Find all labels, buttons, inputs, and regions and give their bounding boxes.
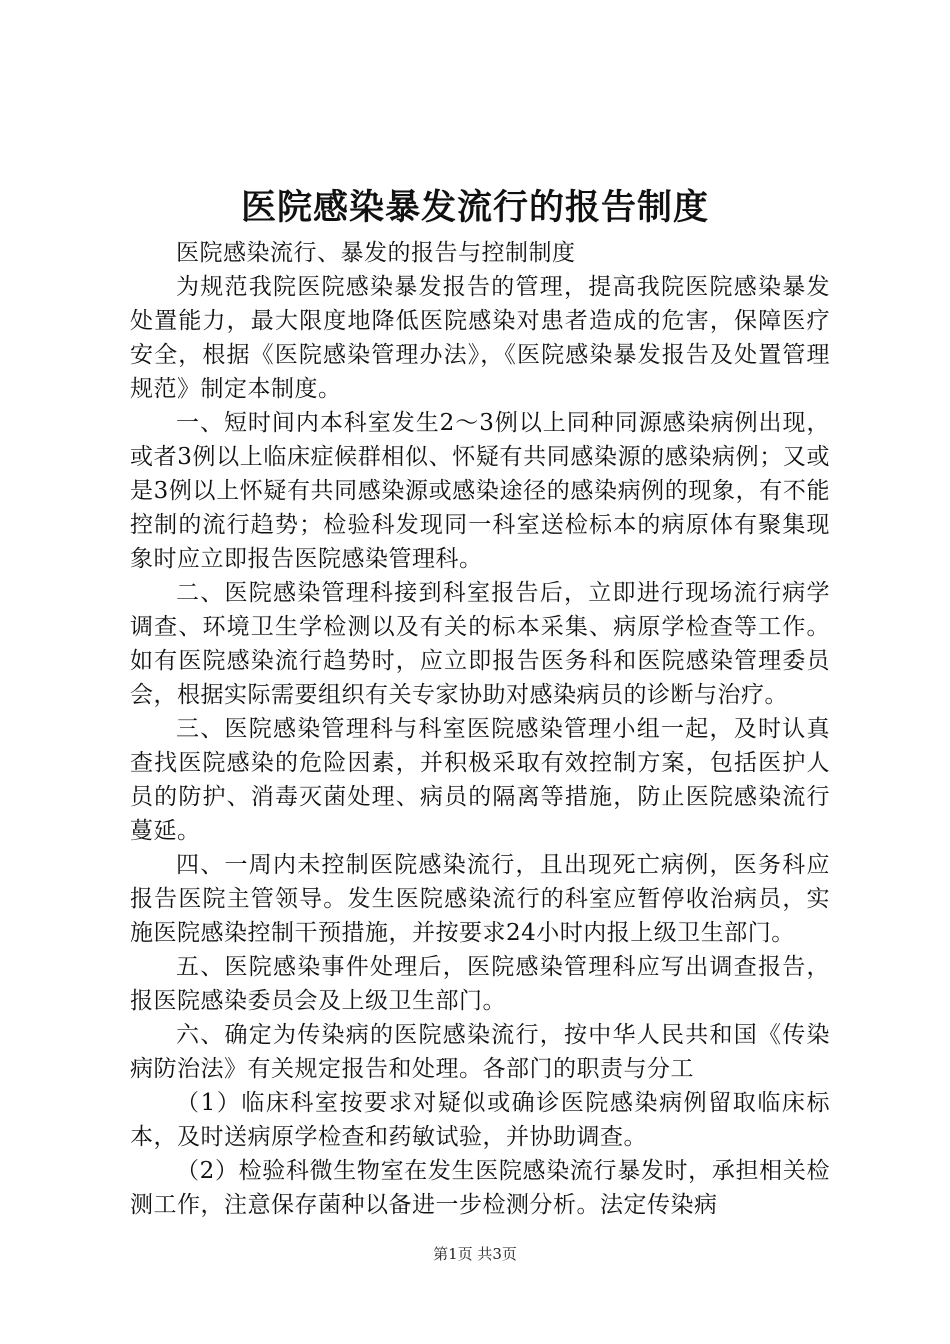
page-footer: 第1页 共3页: [433, 1245, 517, 1263]
paragraph-2: 二、医院感染管理科接到科室报告后，立即进行现场流行病学调查、环境卫生学检测以及有关的标本采集、病原学检查等工作。如有医院感染流行趋势时，应立即报告医务科和医院感染管理委员会，根据实际需要组织有关专家协助对感染病员的诊断与治疗。: [130, 580, 830, 708]
document-subtitle: 医院感染流行、暴发的报告与控制制度: [176, 240, 576, 266]
paragraph-3: 三、医院感染管理科与科室医院感染管理小组一起，及时认真查找医院感染的危险因素，并积极采取有效控制方案，包括医护人员的防护、消毒灭菌处理、病员的隔离等措施，防止医院感染流行蔓延。: [130, 716, 830, 844]
paragraph-duty-2: （2）检验科微生物室在发生医院感染流行暴发时，承担相关检测工作，注意保存菌种以备进一步检测分析。法定传染病: [130, 1158, 830, 1218]
paragraph-6: 六、确定为传染病的医院感染流行，按中华人民共和国《传染病防治法》有关规定报告和处理。各部门的职责与分工: [130, 1022, 830, 1082]
paragraph-4: 四、一周内未控制医院感染流行，且出现死亡病例，医务科应报告医院主管领导。发生医院感染流行的科室应暂停收治病员，实施医院感染控制干预措施，并按要求24小时内报上级卫生部门。: [130, 852, 830, 946]
paragraph-5: 五、医院感染事件处理后，医院感染管理科应写出调查报告，报医院感染委员会及上级卫生部门。: [130, 954, 830, 1014]
paragraph-duty-1: （1）临床科室按要求对疑似或确诊医院感染病例留取临床标本，及时送病原学检查和药敏试验，并协助调查。: [130, 1090, 830, 1150]
document-title: 医院感染暴发流行的报告制度: [240, 187, 709, 228]
paragraph-intro: 为规范我院医院感染暴发报告的管理，提高我院医院感染暴发处置能力，最大限度地降低医院感染对患者造成的危害，保障医疗安全，根据《医院感染管理办法》，《医院感染暴发报告及处置管理规范》制定本制度。: [130, 274, 830, 402]
document-body: [130, 236, 830, 1222]
paragraph-1: 一、短时间内本科室发生2～3例以上同种同源感染病例出现，或者3例以上临床症候群相似、怀疑有共同感染源的感染病例；又或是3例以上怀疑有共同感染源或感染途径的感染病例的现象，有不能控制的流行趋势；检验科发现同一科室送检标本的病原体有聚集现象时应立即报告医院感染管理科。: [130, 410, 830, 572]
